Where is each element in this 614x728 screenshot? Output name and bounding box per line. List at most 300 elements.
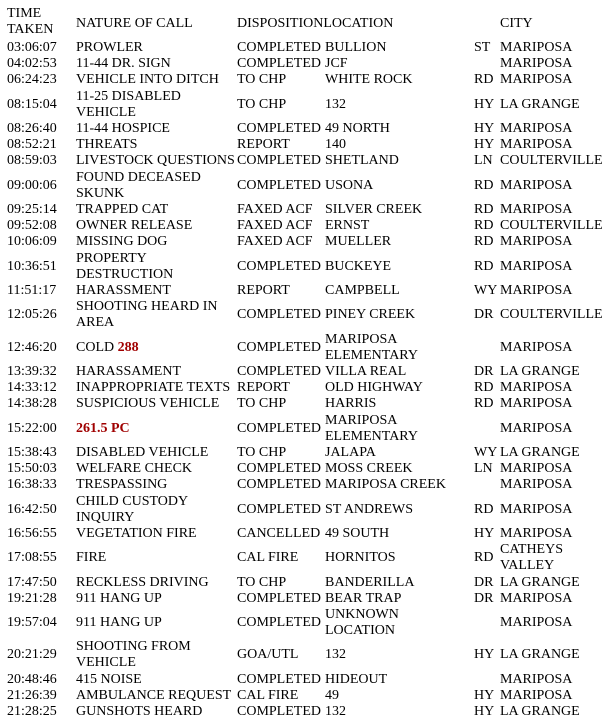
call-location bbox=[325, 332, 418, 364]
table-row bbox=[0, 672, 614, 688]
call-disposition: FAXED ACF bbox=[237, 234, 313, 250]
table-row bbox=[0, 380, 614, 396]
call-nature-line: VEHICLE INTO DITCH bbox=[76, 72, 219, 88]
call-city-line: MARIPOSA bbox=[500, 339, 573, 355]
call-city bbox=[500, 234, 572, 250]
call-city bbox=[500, 121, 572, 137]
call-disposition: COMPLETED bbox=[237, 477, 321, 493]
table-row bbox=[0, 445, 614, 461]
call-nature-line: VEHICLE bbox=[76, 104, 136, 120]
call-nature bbox=[76, 688, 231, 704]
call-city bbox=[500, 364, 580, 380]
call-city bbox=[500, 40, 572, 56]
call-location bbox=[325, 607, 399, 639]
call-nature-line: 11-25 DISABLED bbox=[76, 88, 181, 104]
call-time: 17:47:50 bbox=[7, 574, 57, 590]
table-row bbox=[0, 461, 614, 477]
call-city bbox=[500, 591, 572, 607]
call-nature-line: INAPPROPRIATE TEXTS bbox=[76, 380, 231, 396]
call-location-line: SILVER CREEK bbox=[325, 202, 423, 217]
call-city bbox=[500, 704, 580, 720]
call-city bbox=[500, 672, 572, 688]
call-nature bbox=[76, 170, 201, 202]
table-row bbox=[0, 704, 614, 720]
call-city-line: MARIPOSA bbox=[500, 461, 573, 477]
call-nature-line: 415 NOISE bbox=[76, 671, 142, 687]
street-suffix: HY bbox=[474, 96, 495, 112]
call-location-line: MOSS CREEK bbox=[325, 461, 413, 477]
call-time: 09:00:06 bbox=[7, 177, 57, 193]
call-location-line: LOCATION bbox=[325, 623, 395, 638]
call-city-line: MARIPOSA bbox=[500, 380, 573, 396]
call-time: 16:42:50 bbox=[7, 501, 57, 517]
header-time-line2: TAKEN bbox=[7, 22, 54, 37]
call-time: 20:21:29 bbox=[7, 647, 57, 663]
call-disposition: COMPLETED bbox=[237, 177, 321, 193]
call-location-line: USONA bbox=[325, 177, 374, 193]
call-location bbox=[325, 688, 339, 704]
call-time: 08:26:40 bbox=[7, 121, 57, 136]
call-disposition: COMPLETED bbox=[237, 40, 321, 55]
call-disposition: COMPLETED bbox=[237, 307, 321, 323]
call-time: 08:59:03 bbox=[7, 153, 57, 169]
call-location-line: UNKNOWN bbox=[325, 607, 399, 622]
call-location bbox=[325, 647, 346, 663]
call-disposition: TO CHP bbox=[237, 396, 287, 412]
call-location bbox=[325, 259, 391, 275]
call-nature bbox=[76, 234, 167, 250]
call-city-line: MARIPOSA bbox=[500, 688, 573, 703]
call-location-line: 49 SOUTH bbox=[325, 526, 390, 541]
call-location bbox=[325, 550, 396, 566]
call-disposition: TO CHP bbox=[237, 72, 287, 88]
call-location-line: BULLION bbox=[325, 40, 387, 55]
call-nature-line: SUSPICIOUS VEHICLE bbox=[76, 396, 220, 412]
call-nature-line: SKUNK bbox=[76, 185, 125, 201]
call-location bbox=[325, 461, 413, 477]
street-suffix: RD bbox=[474, 234, 494, 250]
call-location-line: ELEMENTARY bbox=[325, 347, 418, 363]
call-location bbox=[325, 704, 346, 720]
table-row bbox=[0, 299, 614, 331]
call-city-line: MARIPOSA bbox=[500, 258, 573, 274]
call-city-line: LA GRANGE bbox=[500, 364, 580, 379]
call-nature-line: TRAPPED CAT bbox=[76, 202, 169, 217]
call-disposition: REPORT bbox=[237, 283, 290, 298]
table-row bbox=[0, 542, 614, 574]
table-row bbox=[0, 234, 614, 250]
call-location-line: HARRIS bbox=[325, 396, 377, 412]
call-location bbox=[325, 97, 346, 113]
call-nature-line: FIRE bbox=[76, 550, 107, 566]
street-suffix: LN bbox=[474, 153, 493, 169]
call-location-line: PINEY CREEK bbox=[325, 307, 416, 323]
street-suffix: RD bbox=[474, 218, 494, 234]
table-row bbox=[0, 89, 614, 121]
call-time: 12:46:20 bbox=[7, 339, 57, 355]
call-nature bbox=[76, 615, 162, 631]
street-suffix: DR bbox=[474, 574, 494, 590]
call-time: 09:52:08 bbox=[7, 218, 57, 234]
call-city bbox=[500, 615, 572, 631]
call-time: 14:38:28 bbox=[7, 396, 57, 412]
call-nature-line: RECKLESS DRIVING bbox=[76, 574, 209, 590]
header-disposition-location: DISPOSITIONLOCATION bbox=[237, 16, 394, 31]
call-nature-line: FOUND DECEASED bbox=[76, 169, 201, 185]
call-city-line: MARIPOSA bbox=[500, 40, 573, 55]
call-disposition: COMPLETED bbox=[237, 461, 321, 477]
call-nature-line: VEGETATION FIRE bbox=[76, 526, 197, 541]
call-city bbox=[500, 542, 563, 574]
street-suffix: RD bbox=[474, 177, 494, 193]
call-city-line: MARIPOSA bbox=[500, 72, 573, 88]
call-disposition: COMPLETED bbox=[237, 258, 321, 274]
call-city bbox=[500, 688, 572, 704]
call-city-line: MARIPOSA bbox=[500, 137, 573, 153]
street-suffix: HY bbox=[474, 137, 495, 153]
street-suffix: RD bbox=[474, 550, 494, 566]
call-city bbox=[500, 340, 572, 356]
call-disposition: CAL FIRE bbox=[237, 688, 299, 703]
call-location-line: 132 bbox=[325, 647, 346, 663]
call-time: 19:57:04 bbox=[7, 615, 57, 631]
call-location bbox=[325, 218, 369, 234]
call-nature bbox=[76, 445, 208, 461]
call-city bbox=[500, 283, 572, 299]
call-location bbox=[325, 364, 406, 380]
street-suffix: RD bbox=[474, 501, 494, 517]
call-nature-line: TRESPASSING bbox=[76, 477, 168, 493]
table-row bbox=[0, 170, 614, 202]
street-suffix: RD bbox=[474, 258, 494, 274]
call-time: 03:06:07 bbox=[7, 40, 57, 55]
street-suffix: RD bbox=[474, 380, 494, 396]
call-city bbox=[500, 218, 603, 234]
call-disposition: TO CHP bbox=[237, 574, 287, 590]
header-time bbox=[7, 6, 53, 38]
call-nature-line: COLD bbox=[76, 339, 115, 355]
call-city bbox=[500, 445, 580, 461]
call-location-line: BANDERILLA bbox=[325, 574, 415, 590]
street-suffix: WY bbox=[474, 283, 498, 298]
street-suffix: HY bbox=[474, 526, 495, 541]
call-nature-line: 911 HANG UP bbox=[76, 590, 162, 606]
call-time: 06:24:23 bbox=[7, 72, 57, 88]
call-disposition: COMPLETED bbox=[237, 671, 321, 687]
call-nature-line: SHOOTING FROM bbox=[76, 639, 191, 655]
call-nature bbox=[76, 340, 139, 356]
call-disposition: COMPLETED bbox=[237, 339, 321, 355]
call-location bbox=[325, 526, 389, 542]
call-location bbox=[325, 575, 414, 591]
table-row bbox=[0, 72, 614, 88]
call-location-line: MUELLER bbox=[325, 234, 392, 250]
call-nature-line: LIVESTOCK QUESTIONS bbox=[76, 153, 235, 169]
call-city-line: COULTERVILLE bbox=[500, 307, 603, 323]
call-disposition: TO CHP bbox=[237, 96, 287, 112]
call-location-line: ERNST bbox=[325, 218, 370, 234]
call-city bbox=[500, 72, 572, 88]
table-row bbox=[0, 591, 614, 607]
header-row bbox=[0, 6, 614, 38]
call-city-line: LA GRANGE bbox=[500, 96, 580, 112]
call-nature bbox=[76, 56, 171, 72]
call-city-line: COULTERVILLE bbox=[500, 218, 603, 234]
street-suffix: ST bbox=[474, 40, 491, 55]
table-row bbox=[0, 607, 614, 639]
call-nature bbox=[76, 550, 106, 566]
call-nature-line: THREATS bbox=[76, 137, 138, 153]
street-suffix: RD bbox=[474, 202, 494, 217]
call-location-line: 140 bbox=[325, 137, 346, 153]
call-nature bbox=[76, 299, 218, 331]
call-location-line: WHITE ROCK bbox=[325, 72, 413, 88]
call-time: 10:36:51 bbox=[7, 258, 57, 274]
call-location bbox=[325, 396, 376, 412]
call-time: 10:06:09 bbox=[7, 234, 57, 250]
call-city bbox=[500, 178, 572, 194]
call-location-line: HORNITOS bbox=[325, 550, 396, 566]
call-city-line: MARIPOSA bbox=[500, 477, 573, 493]
call-location-line: 49 NORTH bbox=[325, 121, 390, 136]
call-city-line: VALLEY bbox=[500, 558, 555, 574]
call-location-line: CAMPBELL bbox=[325, 283, 400, 298]
call-time: 09:25:14 bbox=[7, 202, 57, 217]
call-nature bbox=[76, 526, 197, 542]
table-row bbox=[0, 477, 614, 493]
table-row bbox=[0, 413, 614, 445]
call-city bbox=[500, 137, 572, 153]
call-city bbox=[500, 153, 603, 169]
call-nature bbox=[76, 494, 188, 526]
call-location bbox=[325, 153, 399, 169]
call-location-line: 132 bbox=[325, 704, 346, 720]
call-city-line: MARIPOSA bbox=[500, 283, 573, 298]
call-location-line: MARIPOSA CREEK bbox=[325, 477, 446, 493]
table-row bbox=[0, 396, 614, 412]
call-disposition: CANCELLED bbox=[237, 526, 321, 541]
call-city bbox=[500, 647, 580, 663]
call-location bbox=[325, 202, 422, 218]
call-location bbox=[325, 40, 386, 56]
call-location bbox=[325, 413, 418, 445]
call-time: 19:21:28 bbox=[7, 590, 57, 606]
call-nature bbox=[76, 72, 219, 88]
call-city-line: MARIPOSA bbox=[500, 202, 573, 217]
table-row bbox=[0, 364, 614, 380]
call-city bbox=[500, 477, 572, 493]
call-location bbox=[325, 234, 391, 250]
call-location-line: SHETLAND bbox=[325, 153, 399, 169]
call-city-line: LA GRANGE bbox=[500, 704, 580, 720]
call-location bbox=[325, 445, 376, 461]
table-row bbox=[0, 526, 614, 542]
street-suffix: RD bbox=[474, 396, 494, 412]
call-nature-line: DISABLED VEHICLE bbox=[76, 445, 209, 460]
table-row bbox=[0, 218, 614, 234]
call-city bbox=[500, 307, 603, 323]
call-nature bbox=[76, 202, 168, 218]
call-time: 17:08:55 bbox=[7, 550, 57, 566]
call-nature-line: 911 HANG UP bbox=[76, 615, 162, 631]
call-nature-line: MISSING DOG bbox=[76, 234, 168, 250]
call-nature-line: WELFARE CHECK bbox=[76, 461, 193, 477]
call-disposition: COMPLETED bbox=[237, 590, 321, 606]
call-location bbox=[325, 56, 348, 72]
call-nature bbox=[76, 704, 202, 720]
call-time: 12:05:26 bbox=[7, 307, 57, 323]
call-city bbox=[500, 461, 572, 477]
call-disposition: COMPLETED bbox=[237, 364, 321, 379]
table-row bbox=[0, 283, 614, 299]
call-location-line: BEAR TRAP bbox=[325, 590, 402, 606]
call-location-line: JALAPA bbox=[325, 445, 376, 460]
call-location bbox=[325, 137, 346, 153]
call-disposition: FAXED ACF bbox=[237, 202, 313, 217]
street-suffix: DR bbox=[474, 307, 494, 323]
call-nature-line: HARASSAMENT bbox=[76, 364, 182, 379]
call-city-line: MARIPOSA bbox=[500, 234, 573, 250]
call-city-line: CATHEYS bbox=[500, 542, 564, 558]
call-nature bbox=[76, 672, 142, 688]
table-row bbox=[0, 40, 614, 56]
call-code: 261.5 PC bbox=[76, 420, 130, 436]
street-suffix: LN bbox=[474, 461, 493, 477]
call-time: 15:38:43 bbox=[7, 445, 57, 460]
call-location bbox=[325, 72, 413, 88]
call-nature-line: 11-44 HOSPICE bbox=[76, 121, 170, 136]
call-city bbox=[500, 97, 580, 113]
call-nature bbox=[76, 421, 130, 437]
call-time: 08:52:21 bbox=[7, 137, 57, 153]
call-city-line: MARIPOSA bbox=[500, 56, 573, 72]
call-nature bbox=[76, 477, 167, 493]
call-nature-line: 11-44 DR. SIGN bbox=[76, 56, 171, 72]
call-disposition: COMPLETED bbox=[237, 704, 321, 720]
street-suffix: HY bbox=[474, 704, 495, 720]
call-time: 04:02:53 bbox=[7, 56, 57, 72]
call-disposition: COMPLETED bbox=[237, 56, 321, 72]
street-suffix: HY bbox=[474, 121, 495, 136]
call-disposition: CAL FIRE bbox=[237, 550, 299, 566]
call-nature-line: PROPERTY bbox=[76, 250, 147, 266]
call-city-line: MARIPOSA bbox=[500, 501, 573, 517]
call-time: 15:50:03 bbox=[7, 461, 57, 477]
call-city-line: COULTERVILLE bbox=[500, 153, 603, 169]
street-suffix: RD bbox=[474, 72, 494, 88]
call-nature bbox=[76, 40, 143, 56]
table-row bbox=[0, 56, 614, 72]
call-city bbox=[500, 380, 572, 396]
table-row bbox=[0, 153, 614, 169]
call-disposition: COMPLETED bbox=[237, 153, 321, 169]
call-city bbox=[500, 502, 572, 518]
call-location bbox=[325, 121, 390, 137]
call-disposition: FAXED ACF bbox=[237, 218, 313, 234]
call-nature bbox=[76, 364, 181, 380]
call-time: 15:22:00 bbox=[7, 420, 57, 436]
call-city-line: MARIPOSA bbox=[500, 396, 573, 412]
call-location-line: JCF bbox=[325, 56, 348, 72]
call-nature-line: PROWLER bbox=[76, 40, 143, 55]
call-disposition: COMPLETED bbox=[237, 121, 321, 136]
call-location-line: ELEMENTARY bbox=[325, 428, 418, 444]
call-nature bbox=[76, 283, 171, 299]
call-nature bbox=[76, 218, 192, 234]
call-time: 21:28:25 bbox=[7, 704, 57, 720]
call-city-line: MARIPOSA bbox=[500, 671, 573, 687]
call-location-line: MARIPOSA bbox=[325, 412, 398, 428]
call-nature bbox=[76, 137, 137, 153]
call-nature-line: CHILD CUSTODY bbox=[76, 493, 189, 509]
call-nature-line: AREA bbox=[76, 315, 115, 331]
call-nature-line: OWNER RELEASE bbox=[76, 218, 193, 234]
call-city bbox=[500, 202, 572, 218]
call-location-line: VILLA REAL bbox=[325, 364, 407, 379]
call-location-line: 132 bbox=[325, 96, 346, 112]
call-location bbox=[325, 178, 373, 194]
call-time: 13:39:32 bbox=[7, 364, 57, 379]
street-suffix: HY bbox=[474, 647, 495, 663]
call-city bbox=[500, 526, 572, 542]
call-nature bbox=[76, 591, 162, 607]
call-city bbox=[500, 575, 580, 591]
header-city: CITY bbox=[500, 16, 533, 31]
call-city-line: LA GRANGE bbox=[500, 574, 580, 590]
call-nature-line: GUNSHOTS HEARD bbox=[76, 704, 203, 720]
call-location-line: MARIPOSA bbox=[325, 331, 398, 347]
call-city bbox=[500, 56, 572, 72]
call-code: 288 bbox=[117, 339, 139, 355]
call-time: 16:56:55 bbox=[7, 526, 57, 541]
call-nature bbox=[76, 89, 181, 121]
call-nature bbox=[76, 396, 219, 412]
call-city-line: MARIPOSA bbox=[500, 590, 573, 606]
call-location-line: OLD HIGHWAY bbox=[325, 380, 423, 396]
call-nature bbox=[76, 153, 235, 169]
call-time: 16:38:33 bbox=[7, 477, 57, 493]
call-location-line: BUCKEYE bbox=[325, 258, 392, 274]
call-city-line: LA GRANGE bbox=[500, 445, 580, 460]
header-time-line1: TIME bbox=[7, 6, 42, 21]
street-suffix: DR bbox=[474, 364, 494, 379]
call-time: 11:51:17 bbox=[7, 283, 57, 298]
table-row bbox=[0, 121, 614, 137]
call-disposition: REPORT bbox=[237, 380, 290, 396]
call-city-line: MARIPOSA bbox=[500, 420, 573, 436]
call-location bbox=[325, 283, 400, 299]
call-nature bbox=[76, 461, 192, 477]
table-row bbox=[0, 575, 614, 591]
call-disposition: COMPLETED bbox=[237, 420, 321, 436]
table-row bbox=[0, 494, 614, 526]
street-suffix: HY bbox=[474, 688, 495, 703]
table-row bbox=[0, 137, 614, 153]
call-time: 21:26:39 bbox=[7, 688, 57, 703]
call-location-line: 49 bbox=[325, 688, 339, 703]
call-disposition: REPORT bbox=[237, 137, 290, 153]
call-disposition: COMPLETED bbox=[237, 615, 321, 631]
table-row bbox=[0, 332, 614, 364]
call-nature-line: SHOOTING HEARD IN bbox=[76, 299, 218, 315]
call-nature-line: VEHICLE bbox=[76, 655, 136, 671]
street-suffix: WY bbox=[474, 445, 498, 460]
call-nature-line: DESTRUCTION bbox=[76, 266, 174, 282]
call-time: 14:33:12 bbox=[7, 380, 57, 396]
call-location bbox=[325, 672, 387, 688]
call-disposition: TO CHP bbox=[237, 445, 287, 460]
call-city bbox=[500, 421, 572, 437]
